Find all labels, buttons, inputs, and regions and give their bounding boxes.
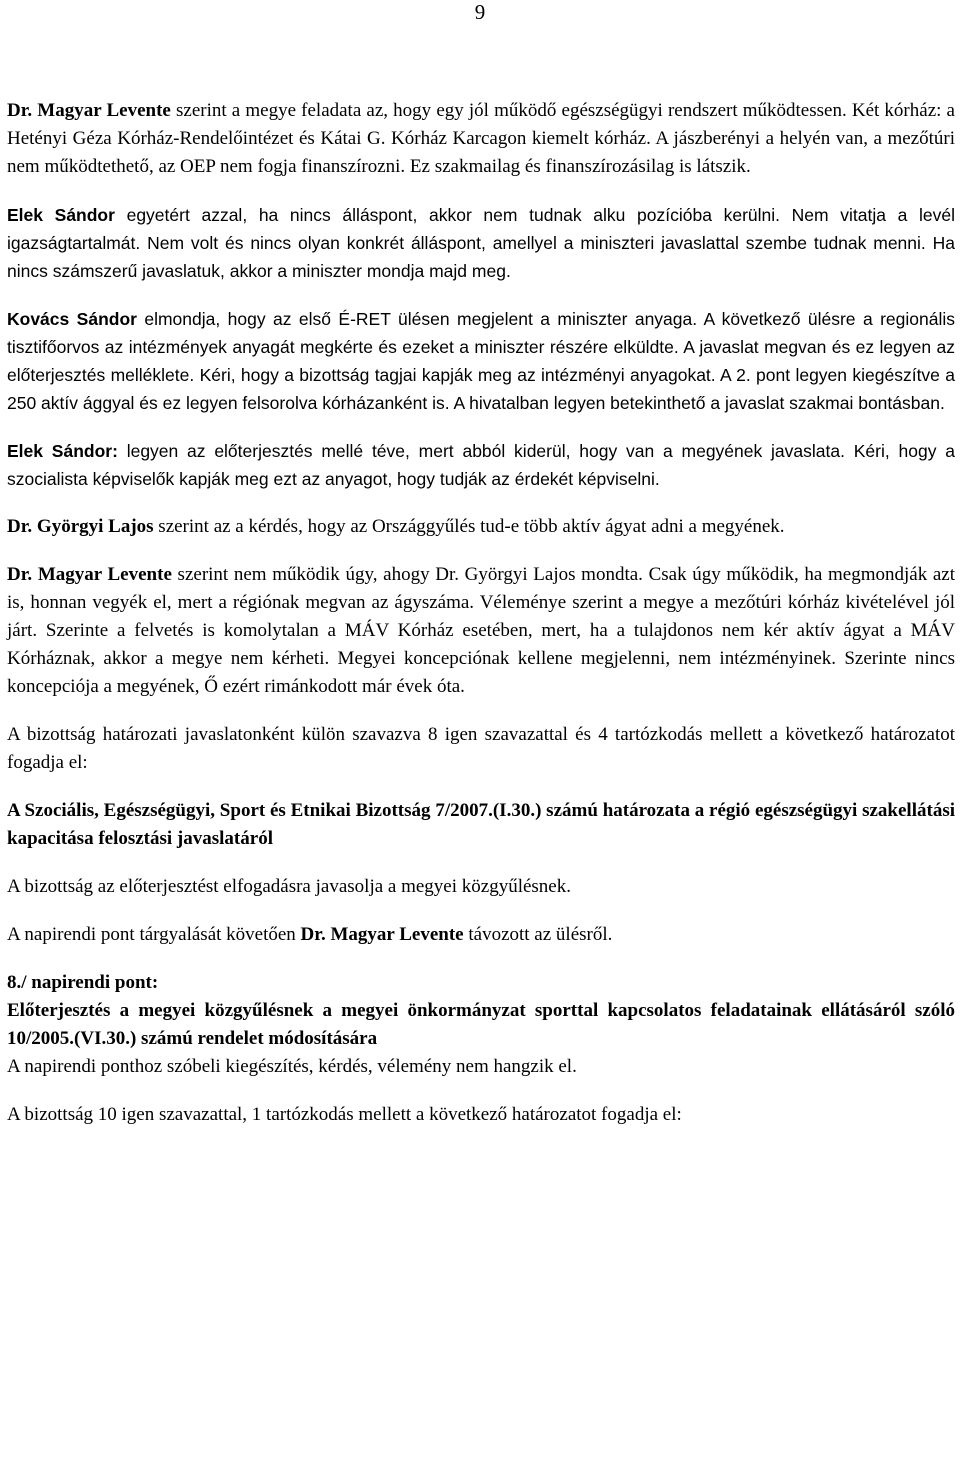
paragraph-text: elmondja, hogy az első É-RET ülésen megjelent a miniszter anyaga. A következő ülésre a regionális tisztifőorvos az intézmények anyagát megkérte és ezeket a miniszter részére elküldte. A javaslat megvan és ez legyen az előterjesztés melléklete. Kéri, hogy a bizottság tagjai kapják meg az intézményi anyagokat. A 2. pont legyen kiegészítve a 250 aktív ággyal és ez legyen felsorolva kórházanként is. A hivatalban legyen betekinthető a javaslat szakmai bontásban. (7, 309, 955, 413)
resolution-title (7, 797, 955, 853)
paragraph-recommendation: A bizottság az előterjesztést elfogadásra javasolja a megyei közgyűlésnek. (7, 876, 571, 897)
paragraph-departure (7, 921, 955, 949)
paragraph-elek-sandor-2 (7, 437, 955, 493)
paragraph-text: legyen az előterjesztés mellé téve, mert abból kiderül, hogy van a megyének javaslata. Kéri, hogy a szocialista képviselők kapják meg ezt az anyagot, hogy tudják az érdekét képviselni. (7, 441, 955, 489)
paragraph-magyar-levente-2 (7, 561, 955, 701)
agenda-item-heading (7, 969, 955, 997)
paragraph-text: szerint a megye feladata az, hogy egy jól működő egészségügyi rendszert működtessen. Két kórház: a Hetényi Géza Kórház-Rendelőintézet és Kátai G. Kórház Karcagon kiemelt kórház. A jászberényi a helyén van, a mezőtúri nem működtethető, az OEP nem fogja finanszírozni. Ez szakmailag és finanszírozásilag is látszik. (7, 100, 955, 177)
agenda-item-note: A napirendi ponthoz szóbeli kiegészítés, kérdés, vélemény nem hangzik el. (7, 1056, 577, 1077)
speaker-name: Elek Sándor: (7, 441, 118, 461)
paragraph-vote-2: A bizottság 10 igen szavazattal, 1 tartózkodás mellett a következő határozatot fogadja el: (7, 1104, 682, 1125)
paragraph-text: egyetért azzal, ha nincs álláspont, akkor nem tudnak alku pozícióba kerülni. Nem vitatja a levél igazságtartalmát. Nem volt és nincs olyan konkrét álláspont, amellyel a miniszteri javaslattal szembe tudnak menni. Ha nincs számszerű javaslatuk, akkor a miniszter mondja majd meg. (7, 205, 955, 281)
page-number: 9 (474, 0, 486, 24)
paragraph-text: A napirendi pont tárgyalását követően (7, 924, 301, 945)
agenda-item-number: 8./ napirendi pont: (7, 972, 159, 993)
resolution-title-text: A Szociális, Egészségügyi, Sport és Etnikai Bizottság 7/2007.(I.30.) számú határozata a régió egészségügyi szakellátási kapacitása felosztási javaslatáról (7, 800, 955, 849)
speaker-name: Dr. Magyar Levente (7, 100, 171, 121)
speaker-name: Dr. Magyar Levente (7, 564, 172, 585)
paragraph-text: szerint nem működik úgy, ahogy Dr. Györgyi Lajos mondta. Csak úgy működik, ha megmondják azt is, honnan vegyék el, mert a régiónak megvan az ágyszáma. Véleménye szerint a megye a mezőtúri kórház kivételével jól járt. Szerinte a felvetés is komolytalan a MÁV Kórház esetében, mert, ha a tulajdonos nem kér aktív ágyat a MÁV Kórháznak, akkor a megye nem kérheti. Megyei koncepciónak kellene megjelenni, nem intézményinek. Szerinte nincs koncepciója a megyének, Ő ezért rimánkodott már évek óta. (7, 564, 955, 697)
speaker-name: Kovács Sándor (7, 309, 137, 329)
paragraph-elek-sandor-1 (7, 201, 955, 285)
paragraph-gyorgyi-lajos (7, 513, 955, 541)
speaker-name: Dr. Györgyi Lajos (7, 516, 154, 537)
paragraph-text: távozott az ülésről. (463, 924, 613, 945)
document-body (7, 97, 955, 1149)
paragraph-kovacs-sandor (7, 305, 955, 417)
agenda-item-title-text: Előterjesztés a megyei közgyűlésnek a megyei önkormányzat sporttal kapcsolatos feladatainak ellátásáról szóló 10/2005.(VI.30.) számú rendelet módosítására (7, 1000, 955, 1049)
paragraph-vote-1: A bizottság határozati javaslatonként külön szavazva 8 igen szavazattal és 4 tartózkodás mellett a következő határozatot fogadja el: (7, 724, 955, 773)
speaker-name: Elek Sándor (7, 205, 115, 225)
agenda-item-title (7, 997, 955, 1053)
paragraph-text: szerint az a kérdés, hogy az Országgyűlés tud-e több aktív ágyat adni a megyének. (153, 516, 785, 537)
paragraph-magyar-levente-1 (7, 97, 955, 181)
speaker-name: Dr. Magyar Levente (300, 924, 464, 945)
